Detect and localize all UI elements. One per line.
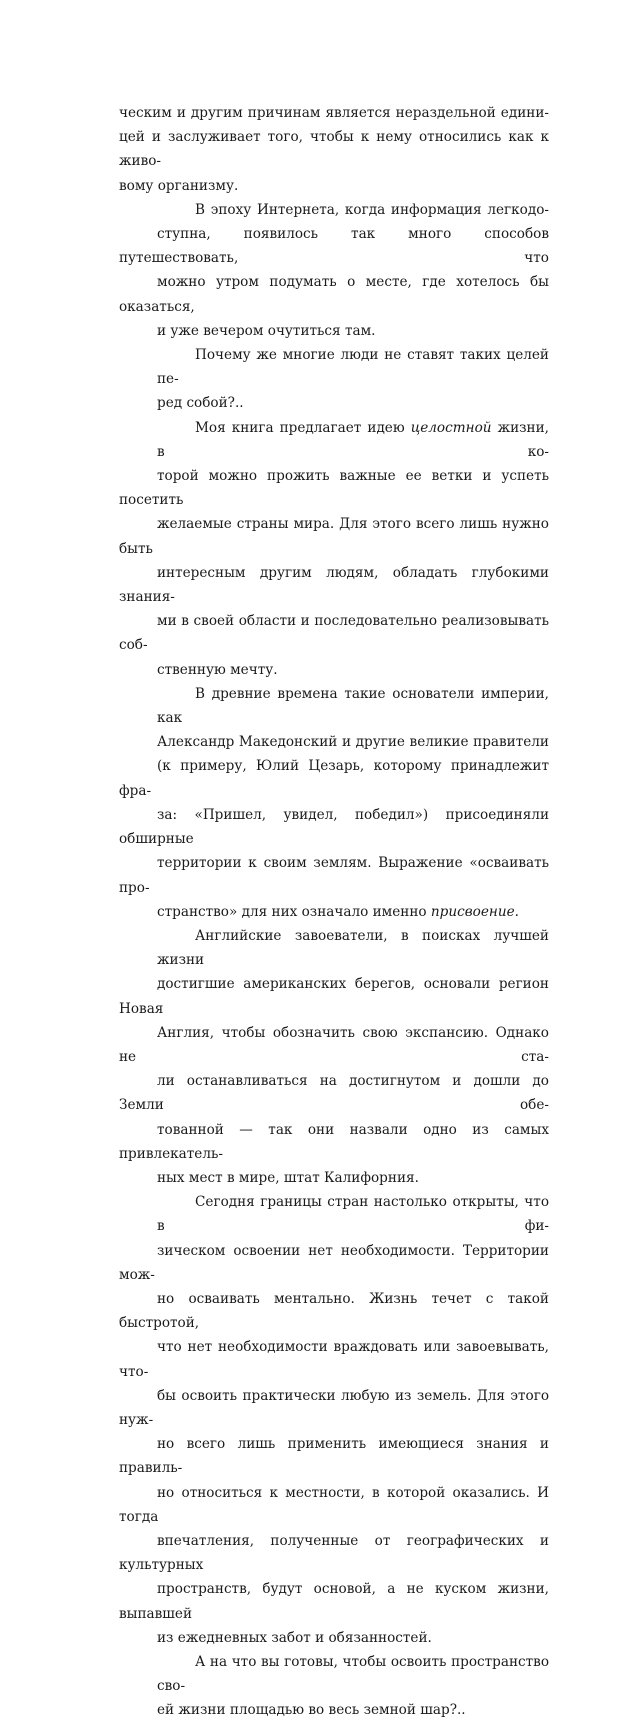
paragraph-p8 [119, 1650, 549, 1723]
paragraph-p5 [119, 682, 549, 924]
text-line: Александр Македонский и другие великие правители [157, 734, 549, 751]
text-line: территории к своим землям. Выражение «осваивать про- [119, 855, 549, 896]
text-line: зическом освоении нет необходимости. Территории мож- [119, 1242, 549, 1283]
text-line: ли останавливаться на достигнутом и дошли до Земли обе- [119, 1073, 549, 1114]
text-line: ей жизни площадью во весь земной шар?.. [157, 1702, 466, 1719]
paragraph-p2 [119, 198, 549, 343]
text-line: Английские завоеватели, в поисках лучшей жизни [157, 927, 549, 969]
text-line: ред собой?.. [157, 395, 244, 412]
text-line: тованной — так они назвали одно из самых привлекатель- [119, 1121, 549, 1162]
text-line: но осваивать ментально. Жизнь течет с такой быстротой, [119, 1290, 549, 1332]
text-line: но относиться к местности, в которой оказались. И тогда [119, 1484, 549, 1525]
text-line: что нет необходимости враждовать или завоевывать, что- [119, 1339, 549, 1380]
text-line: ственную мечту. [157, 661, 278, 678]
text-line: ступна, появилось так много способов путешествовать, что [119, 226, 549, 267]
text-line: (к примеру, Юлий Цезарь, которому принадлежит фра- [119, 758, 549, 799]
text-line: В древние времена такие основатели империи, как [157, 685, 549, 727]
text-line: В эпоху Интернета, когда информация легкодо- [195, 201, 549, 218]
paragraph-p4 [119, 416, 549, 682]
paragraph-p7 [119, 1190, 549, 1650]
text-line: из ежедневных забот и обязанностей. [157, 1629, 432, 1646]
text-line: цей и заслуживает того, чтобы к нему относились как к живо- [119, 129, 549, 170]
text-line: можно утром подумать о месте, где хотелось бы оказаться, [119, 274, 549, 315]
body-text [119, 101, 549, 1723]
text-line: впечатления, полученные от географических и культурных [119, 1532, 549, 1574]
text-line: за: «Пришел, увидел, победил») присоединяли обширные [119, 806, 549, 848]
text-line: но всего лишь применить имеющиеся знания и правиль- [119, 1436, 549, 1477]
text-line: А на что вы готовы, чтобы освоить пространство сво- [157, 1654, 549, 1695]
paragraph-p1 [119, 101, 549, 198]
text-line: ми в своей области и последовательно реализовывать соб- [119, 613, 549, 654]
text-line: достигшие американских берегов, основали регион Новая [119, 976, 549, 1017]
paragraph-p6 [119, 924, 549, 1190]
text-line: пространств, будут основой, а не куском жизни, выпавшей [119, 1581, 549, 1622]
text-line: Моя книга предлагает идею целостной жизни, в ко- [157, 419, 550, 460]
text-line: вому организму. [119, 177, 239, 194]
text-line: желаемые страны мира. Для этого всего лишь нужно быть [119, 516, 549, 557]
text-line: Почему же многие люди не ставят таких целей пе- [157, 347, 549, 388]
text-line: Сегодня границы стран настолько открыты, что в фи- [157, 1194, 549, 1235]
text-line: ческим и другим причинам является нераздельной едини- [119, 105, 549, 121]
text-line: бы освоить практически любую из земель. Для этого нуж- [119, 1387, 549, 1428]
text-line: ных мест в мире, штат Калифорния. [157, 1169, 419, 1186]
text-line: торой можно прожить важные ее ветки и успеть посетить [119, 468, 549, 509]
text-line: и уже вечером очутиться там. [157, 322, 376, 339]
text-line: интересным другим людям, обладать глубокими знания- [119, 564, 549, 606]
paragraph-p3 [119, 343, 549, 416]
text-line: Англия, чтобы обозначить свою экспансию. Однако не ста- [119, 1024, 549, 1065]
text-line: странство» для них означало именно присвоение. [157, 903, 519, 920]
